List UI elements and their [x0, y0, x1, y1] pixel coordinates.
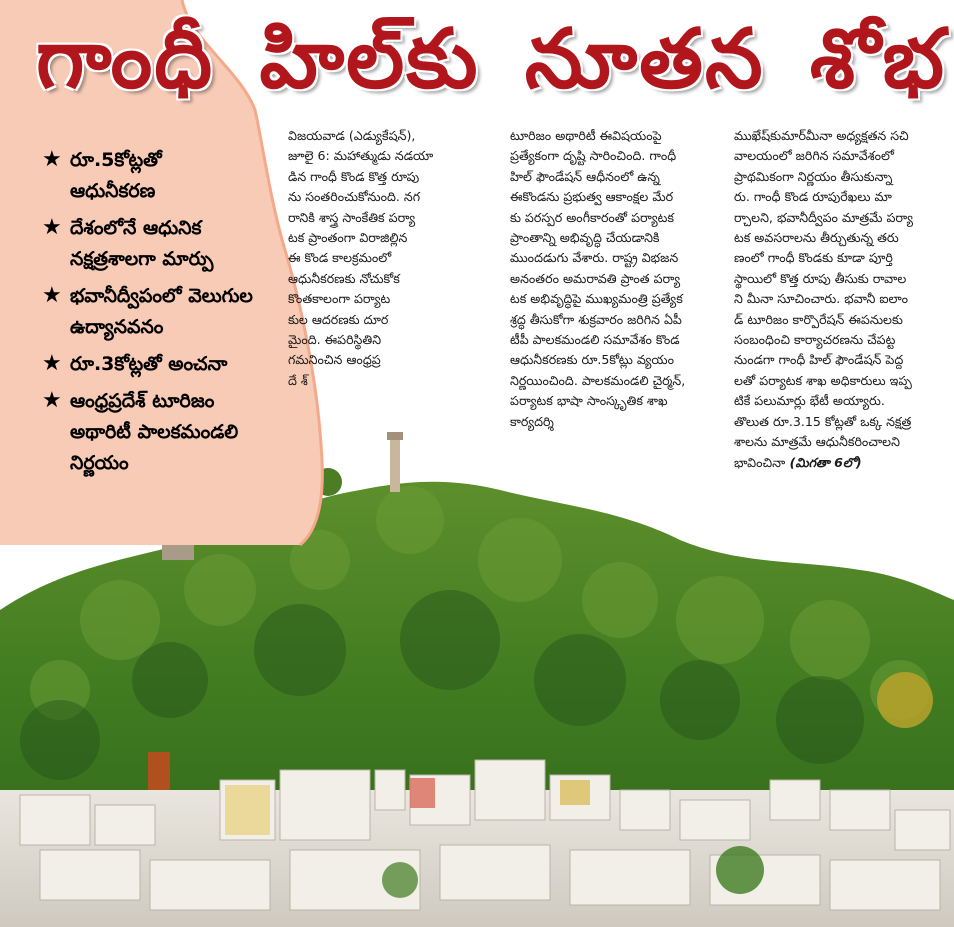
- article-line: దే శ్: [288, 372, 308, 388]
- article-line: సంబంధించి కార్యాచరణను చేపట్ట: [734, 332, 896, 348]
- article-line: ఆధునీకరణకు రూ.5కోట్లు వ్యయం: [510, 352, 674, 368]
- article-line: టక అవసరాలను తీర్చుతున్న తరు: [734, 230, 899, 246]
- article-line: స్థాయిలో కొత్త రూపు తీసుకు రావాల: [734, 270, 907, 286]
- headline: [36, 11, 946, 124]
- article-line: ణంలో గాంధీ కొండకు కూడా పూర్తి: [734, 250, 893, 266]
- headline-word-4: శోభ: [809, 11, 946, 107]
- bullet-line: అథారిటీ పాలకమండలి: [70, 421, 239, 443]
- article-line: నుండగా గాంధీ హిల్ ఫౌండేషన్ పెద్ద: [734, 352, 904, 368]
- article-line: జూలై 6: మహాత్ముడు నడయా: [288, 148, 434, 164]
- bullet-line: భవానీద్వీపంలో వెలుగుల: [70, 285, 253, 307]
- article-line: కుల ఆదరణకు దూర: [288, 311, 389, 327]
- article-line: టక ప్రాంతంగా విరాజిల్లిన: [288, 230, 408, 246]
- bullet-line: ఆంధ్రప్రదేశ్ టూరిజం: [70, 390, 215, 412]
- article-line: తొలుత రూ.3.15 కోట్లతో ఒక్క నక్షత్ర: [734, 413, 912, 429]
- article-line: ముఖేష్‌కుమార్‌మీనా అధ్యక్షతన సచి: [734, 128, 909, 143]
- article-line: లతో పర్యాటక శాఖ అధికారులు ఇప్ప: [734, 372, 912, 388]
- article-line: టక అభివృద్ధిపై ముఖ్యమంత్రి ప్రత్యేక: [510, 291, 683, 307]
- article-column-3: [734, 126, 944, 473]
- article-line: టూరిజం అథారిటీ ఈవిషయంపై: [510, 128, 662, 143]
- article-line: రు. గాంధీ కొండ రూపురేఖలు మా: [734, 189, 892, 205]
- article-line: ను సంతరించుకోనుంది. నగ: [288, 189, 421, 205]
- bullet-item: [42, 281, 322, 343]
- article-line: హిల్ ఫౌండేషన్ ఆధీనంలో ఉన్న: [510, 168, 660, 184]
- article-line: టికే పలుమార్లు భేటీ అయ్యారు.: [734, 393, 885, 409]
- star-icon: ★: [42, 283, 62, 308]
- headline-word-2: హిల్‌కు: [259, 11, 480, 107]
- article-line: శ్రద్ధ తీసుకోగా శుక్రవారం జరిగిన ఏపీ: [510, 311, 682, 327]
- article-line: ముందడుగు వేశారు. రాష్ట్ర విభజన: [510, 250, 679, 266]
- article-line: పర్యాటక భాషా సాంస్కృతిక శాఖ: [510, 393, 668, 409]
- article-line: ప్రాథమికంగా నిర్ణయం తీసుకున్నా: [734, 168, 893, 184]
- article-line: వాలయంలో జరిగిన సమావేశంలో: [734, 148, 894, 164]
- article-line: డిన గాంధీ కొండ కొత్త రూపు: [288, 168, 420, 184]
- article-line: ర్చాలని, భవానీద్వీపం మాత్రమే పర్యా: [734, 209, 913, 225]
- article-line: టీపీ పాలకమండలి సమావేశం కొండ: [510, 332, 680, 348]
- star-icon: ★: [42, 215, 62, 240]
- article-line: డ్ టూరిజం కార్పొరేషన్ ఈపనులకు: [734, 311, 903, 327]
- article-line: కొంతకాలంగా పర్యాట: [288, 291, 391, 307]
- article-line: మైంది. ఈపరిస్థితిని: [288, 332, 382, 348]
- bullet-line: నిర్ణయం: [70, 452, 129, 474]
- star-icon: ★: [42, 351, 62, 376]
- article-line: ఈ కొండ కాలక్రమంలో: [288, 250, 392, 266]
- article-line: ప్రత్యేకంగా దృష్టి సారించింది. గాంధీ: [510, 148, 677, 164]
- star-icon: ★: [42, 147, 62, 172]
- headline-word-3: నూతన: [524, 11, 765, 107]
- bullet-line: రూ.5కోట్లతో: [70, 149, 162, 171]
- article-line: నిర్ణయించింది. పాలకమండలి చైర్మన్,: [510, 372, 686, 388]
- bullet-item: [42, 145, 322, 207]
- article-line: రానికి శాస్త్ర సాంకేతిక పర్యా: [288, 209, 416, 225]
- bullet-line: దేశంలోనే ఆధునిక: [70, 217, 202, 239]
- bullet-item: [42, 349, 322, 380]
- article-line: గమనించిన ఆంధ్రప్ర: [288, 352, 381, 368]
- highlight-bullets: [42, 145, 322, 485]
- article-line: అనంతరం అమరావతి ప్రాంత పర్యా: [510, 270, 681, 286]
- article-line: ని మీనా సూచించారు. భవానీ ఐలాం: [734, 291, 908, 307]
- headline-word-1: గాంధీ: [36, 11, 215, 107]
- article-line: ఆధునీకరణకు నోచుకోక: [288, 270, 400, 286]
- article-line: కు పరస్పర అంగీకారంతో పర్యాటక: [510, 209, 674, 225]
- article-body: [288, 126, 944, 536]
- continued-on-page-label: (మిగతా 6లో): [785, 454, 862, 470]
- article-line: ప్రాంతాన్ని అభివృద్ధి చేయడానికి: [510, 230, 660, 246]
- article-line: విజయవాడ (ఎడ్యుకేషన్),: [288, 128, 416, 143]
- bullet-line: రూ.3కోట్లతో అంచనా: [70, 353, 228, 375]
- bullet-item: [42, 213, 322, 275]
- article-line: శాలను మాత్రమే ఆధునీకరించాలని: [734, 434, 900, 450]
- bullet-line: ఆధునీకరణ: [70, 180, 156, 202]
- article-column-2: [510, 126, 720, 432]
- article-column-1: [288, 126, 494, 391]
- bullet-line: ఉద్యానవనం: [70, 316, 164, 338]
- article-line: కార్యదర్శి: [510, 413, 554, 429]
- article-line: భావించినా (మిగతా 6లో): [734, 454, 862, 470]
- bullet-line: నక్షత్రశాలగా మార్పు: [70, 248, 214, 270]
- star-icon: ★: [42, 388, 62, 413]
- bullet-item: [42, 386, 322, 479]
- article-line: ఈకొండను ప్రభుత్వ ఆకాంక్షల మేర: [510, 189, 674, 205]
